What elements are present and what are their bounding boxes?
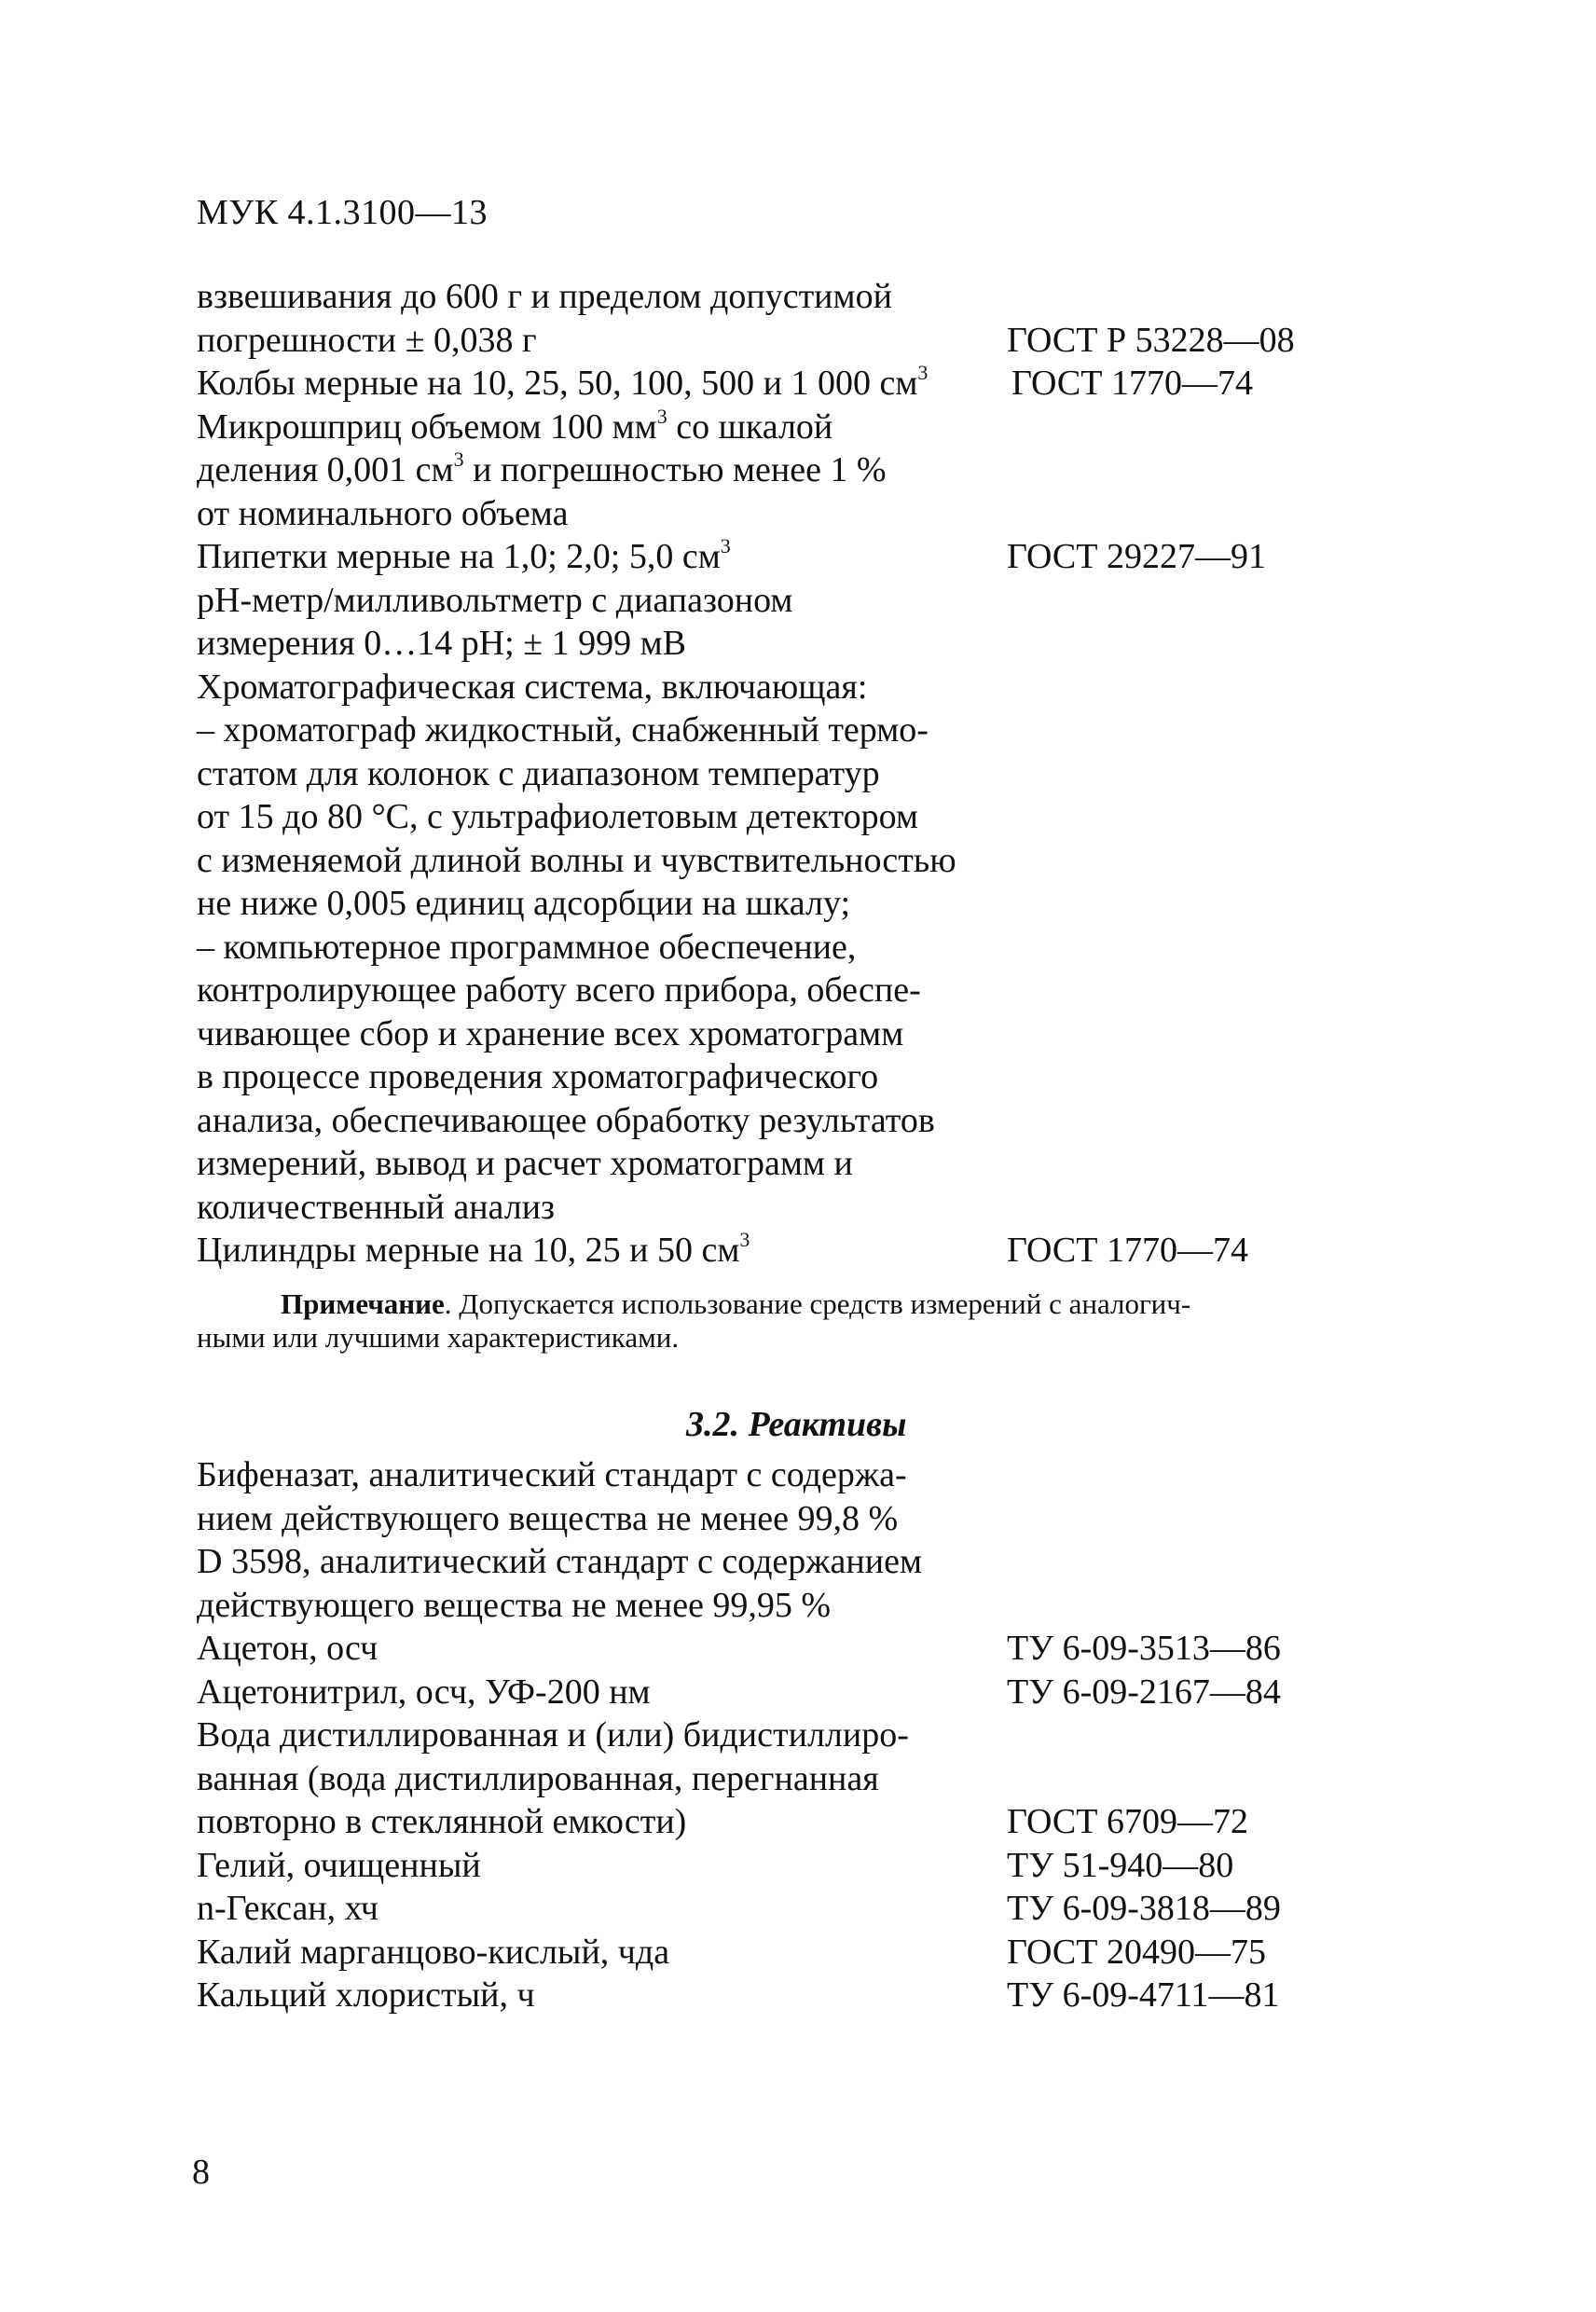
- equipment-item-text: [197, 622, 686, 666]
- equipment-item: [197, 275, 1409, 319]
- reagent-item-text: [197, 1844, 481, 1888]
- reagent-item-text-main: Кальций хлористый, ч: [197, 1975, 535, 2015]
- reagent-item: [197, 1627, 1409, 1671]
- equipment-item: [197, 1055, 1409, 1099]
- equipment-item-text-tail: со шкалой: [667, 406, 833, 447]
- reagent-item: [197, 1540, 1409, 1584]
- standard-reference: ТУ 6-09-3513—86: [1007, 1629, 1281, 1668]
- equipment-item: [197, 622, 1409, 666]
- equipment-item-text: [197, 1186, 555, 1230]
- reagent-item: [197, 1584, 1409, 1628]
- reagent-item-text-main: Ацетонитрил, осч, УФ-200 нм: [197, 1672, 651, 1712]
- equipment-item-text-main: – компьютерное программное обеспечение,: [197, 927, 857, 967]
- reagent-item-text: [197, 1497, 898, 1541]
- equipment-item: [197, 1099, 1409, 1143]
- equipment-item-text: [197, 1229, 750, 1273]
- equipment-item-text: [197, 1055, 878, 1099]
- reagent-item-text-main: нием действующего вещества не менее 99,8 %: [197, 1498, 899, 1538]
- reagent-item-text: [197, 1540, 922, 1584]
- equipment-item-text-main: количественный анализ: [197, 1187, 556, 1227]
- section-title: 3.2. Реактивы: [686, 1405, 907, 1444]
- equipment-item: [197, 579, 1409, 623]
- reagent-item: [197, 1800, 1409, 1844]
- equipment-item: [197, 839, 1409, 883]
- reagent-item-text-main: Вода дистиллированная и (или) бидистиллиро-: [197, 1715, 909, 1755]
- page-number: 8: [192, 2153, 210, 2192]
- reagent-item-text-main: повторно в стеклянной емкости): [197, 1802, 687, 1841]
- equipment-item-text-main: от 15 до 80 °С, с ультрафиолетовым детектором: [197, 797, 918, 836]
- reagent-item-text: [197, 1671, 651, 1714]
- equipment-item-text-main: чивающее сбор и хранение всех хроматограмм: [197, 1013, 904, 1053]
- standard-reference: ТУ 51-940—80: [1007, 1845, 1234, 1885]
- reagent-item: [197, 1453, 1409, 1497]
- reagent-item-text: [197, 1931, 669, 1975]
- superscript: 3: [453, 447, 464, 472]
- reagent-item-text-main: действующего вещества не менее 99,95 %: [197, 1585, 832, 1625]
- reagent-item-text-main: n-Гексан, хч: [197, 1889, 378, 1928]
- reagent-item-text-main: Ацетон, осч: [197, 1629, 378, 1668]
- equipment-item: [197, 926, 1409, 970]
- standard-reference: ГОСТ 20490—75: [1007, 1932, 1266, 1972]
- note-text-1: . Допускается использование средств измерений с аналогич-: [444, 1287, 1191, 1320]
- superscript: 3: [656, 404, 667, 428]
- equipment-item-text: [197, 666, 867, 709]
- equipment-item-text-main: измерений, вывод и расчет хроматограмм и: [197, 1144, 853, 1183]
- reagent-item-text: [197, 1453, 907, 1497]
- standard-reference: ГОСТ 6709—72: [1007, 1802, 1248, 1841]
- note-line-2: ными или лучшими характеристиками.: [197, 1321, 680, 1354]
- standard-reference: ГОСТ Р 53228—08: [1007, 320, 1295, 360]
- note-paragraph: [197, 1287, 1427, 1355]
- equipment-item: [197, 882, 1409, 926]
- reagent-item: [197, 1757, 1409, 1801]
- equipment-item-text: [197, 1099, 935, 1143]
- equipment-item-text: [197, 709, 929, 752]
- equipment-item: [197, 795, 1409, 839]
- reagent-item-text-main: ванная (вода дистиллированная, перегнанная: [197, 1758, 879, 1798]
- equipment-item: [197, 362, 1409, 406]
- equipment-item-text-main: в процессе проведения хроматографического: [197, 1057, 879, 1096]
- equipment-item-text: [197, 275, 892, 319]
- equipment-item-text: [197, 969, 921, 1012]
- equipment-item: [197, 1012, 1409, 1056]
- equipment-item-text-main: погрешности ± 0,038 г: [197, 320, 537, 360]
- standard-reference: ГОСТ 1770—74: [1011, 364, 1253, 403]
- standard-reference: ГОСТ 29227—91: [1007, 537, 1266, 576]
- standard-reference: ТУ 6-09-4711—81: [1007, 1975, 1280, 2015]
- note-line-1: [197, 1287, 1427, 1321]
- equipment-item: [197, 752, 1409, 796]
- reagent-item: [197, 1497, 1409, 1541]
- equipment-item: [197, 1142, 1409, 1186]
- equipment-item-text: [197, 839, 956, 883]
- equipment-item: [197, 319, 1409, 363]
- equipment-item-text-main: не ниже 0,005 единиц адсорбции на шкалу;: [197, 884, 851, 923]
- reagent-item-text: [197, 1887, 378, 1931]
- equipment-item-text-main: Микрошприц объемом 100 мм: [197, 406, 657, 447]
- equipment-item-text: [197, 319, 537, 363]
- equipment-item-text: [197, 362, 928, 406]
- reagent-item: [197, 1671, 1409, 1714]
- equipment-item: [197, 448, 1409, 492]
- equipment-item-text: [197, 1142, 853, 1186]
- equipment-item: [197, 969, 1409, 1012]
- superscript: 3: [720, 534, 731, 558]
- equipment-item-text: [197, 406, 832, 449]
- reagent-item: [197, 1713, 1409, 1757]
- reagent-item-text: [197, 1757, 879, 1801]
- reagent-item-text-main: Калий марганцово-кислый, чда: [197, 1932, 670, 1972]
- equipment-item: [197, 535, 1409, 579]
- equipment-item-text-main: взвешивания до 600 г и пределом допустимой: [197, 277, 892, 316]
- equipment-item-text: [197, 795, 918, 839]
- equipment-item-text: [197, 448, 887, 492]
- equipment-item-text-main: Пипетки мерные на 1,0; 2,0; 5,0 см: [197, 537, 721, 576]
- note-label: Примечание: [281, 1287, 445, 1320]
- equipment-item-text-main: рН-метр/милливольтметр с диапазоном: [197, 580, 793, 620]
- equipment-item-text: [197, 535, 731, 579]
- equipment-item-text: [197, 579, 792, 623]
- equipment-item: [197, 666, 1409, 709]
- equipment-item-text: [197, 926, 856, 970]
- equipment-item-text-main: контролирующее работу всего прибора, обеспе-: [197, 970, 921, 1010]
- reagent-item: [197, 1974, 1409, 2017]
- equipment-item-text-main: деления 0,001 см: [197, 450, 454, 489]
- equipment-item-text: [197, 492, 568, 536]
- equipment-list: [197, 275, 1409, 1273]
- standard-reference: ГОСТ 1770—74: [1007, 1231, 1248, 1270]
- equipment-item: [197, 1186, 1409, 1230]
- reagent-item-text-main: D 3598, аналитический стандарт с содержанием: [197, 1542, 922, 1581]
- equipment-item-text-main: от номинального объема: [197, 493, 569, 533]
- superscript: 3: [917, 361, 929, 385]
- equipment-item-text-tail: и погрешностью менее 1 %: [463, 450, 887, 489]
- reagent-item-text: [197, 1584, 831, 1628]
- equipment-item-text-main: измерения 0…14 рН; ± 1 999 мВ: [197, 624, 686, 663]
- equipment-item-text: [197, 1012, 903, 1056]
- equipment-item-text: [197, 882, 850, 926]
- document-header: МУК 4.1.3100—13: [197, 193, 488, 232]
- reagent-item: [197, 1931, 1409, 1975]
- equipment-item: [197, 1229, 1409, 1273]
- reagents-list: [197, 1453, 1409, 2017]
- standard-reference: ТУ 6-09-2167—84: [1007, 1672, 1281, 1712]
- equipment-item: [197, 406, 1409, 449]
- equipment-item: [197, 492, 1409, 536]
- reagent-item-text: [197, 1800, 686, 1844]
- equipment-item-text: [197, 752, 880, 796]
- equipment-item-text-main: – хроматограф жидкостный, снабженный термо-: [197, 710, 929, 750]
- equipment-item-text-main: с изменяемой длиной волны и чувствительностью: [197, 840, 956, 880]
- standard-reference: ТУ 6-09-3818—89: [1007, 1889, 1281, 1928]
- equipment-item-text-main: статом для колонок с диапазоном температур: [197, 753, 880, 793]
- reagent-item: [197, 1887, 1409, 1931]
- equipment-item-text-main: Цилиндры мерные на 10, 25 и 50 см: [197, 1231, 740, 1270]
- reagent-item-text-main: Бифеназат, аналитический стандарт с содержа-: [197, 1455, 907, 1494]
- equipment-item-text-main: анализа, обеспечивающее обработку результатов: [197, 1100, 935, 1140]
- reagent-item-text-main: Гелий, очищенный: [197, 1845, 481, 1885]
- reagent-item: [197, 1844, 1409, 1888]
- superscript: 3: [739, 1228, 750, 1252]
- reagent-item-text: [197, 1627, 378, 1671]
- equipment-item-text-main: Хроматографическая система, включающая:: [197, 667, 868, 707]
- equipment-item-text-main: Колбы мерные на 10, 25, 50, 100, 500 и 1 000 см: [197, 364, 918, 403]
- reagent-item-text: [197, 1974, 535, 2017]
- equipment-item: [197, 709, 1409, 752]
- reagent-item-text: [197, 1713, 909, 1757]
